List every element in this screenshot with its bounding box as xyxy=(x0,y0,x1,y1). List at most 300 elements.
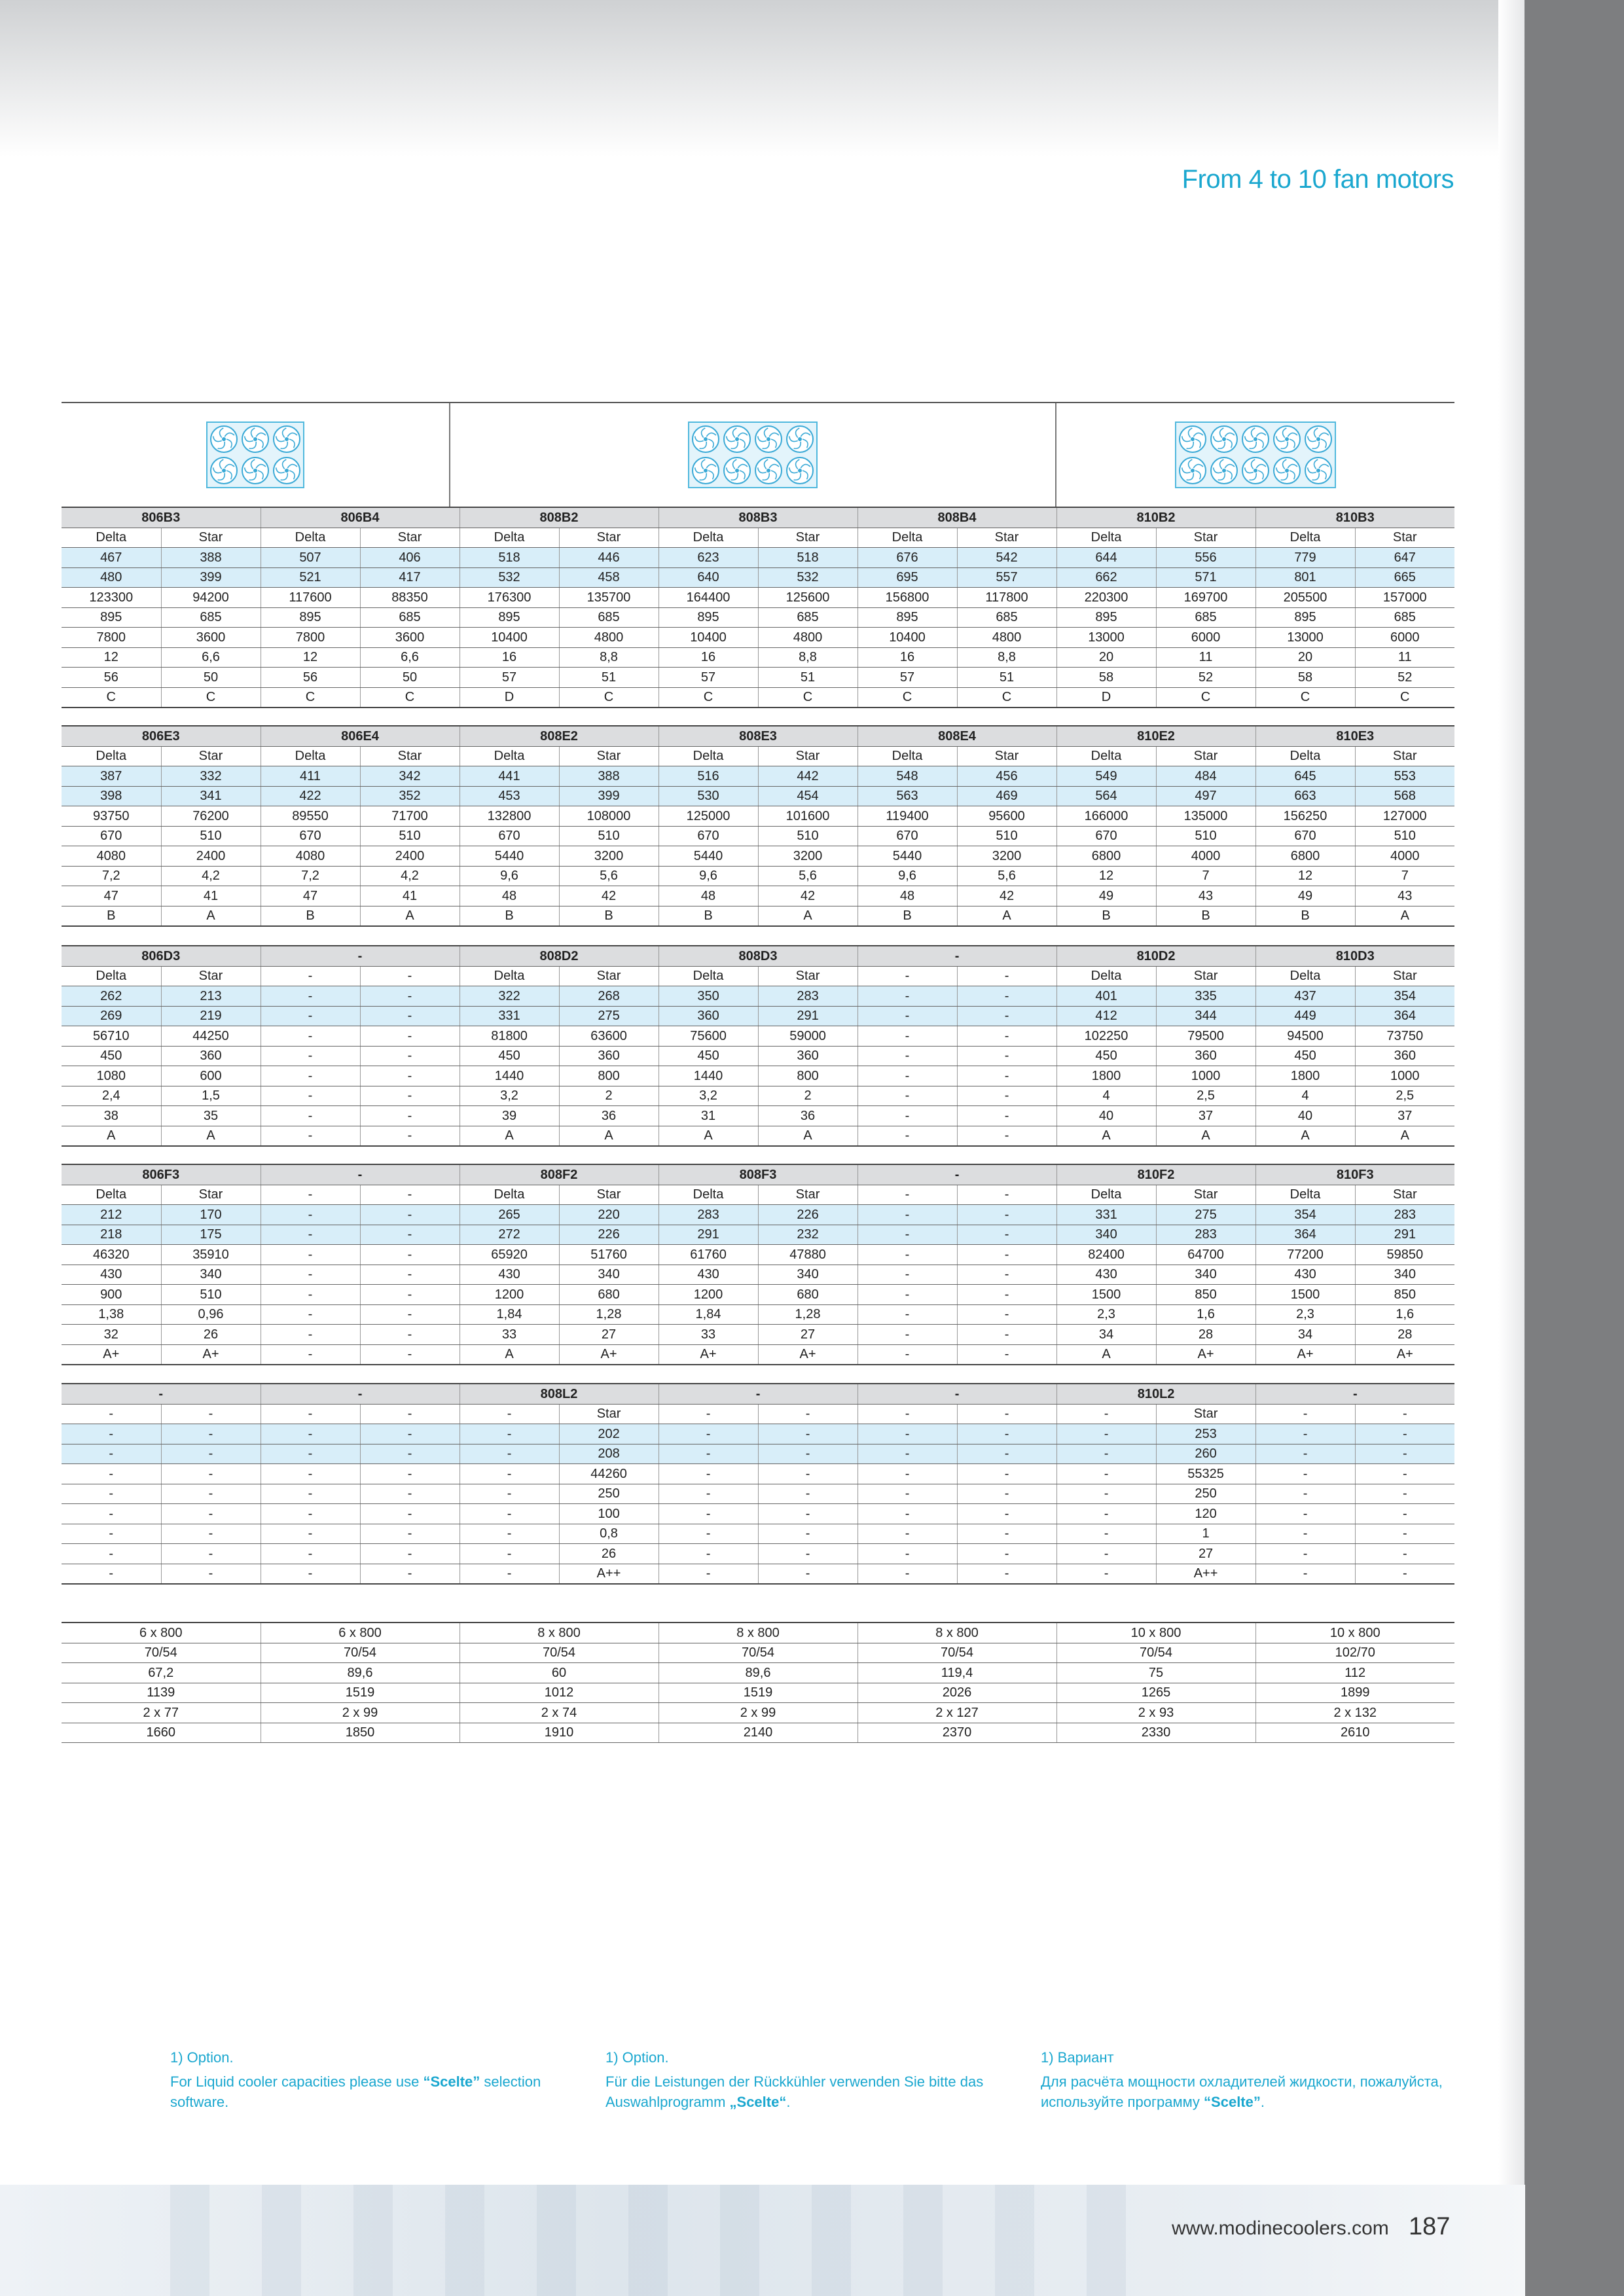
table-cell: 102250 xyxy=(1056,1026,1156,1047)
table-cell: A xyxy=(161,1126,261,1146)
table-cell: Delta xyxy=(857,746,957,766)
table-cell: - xyxy=(857,1126,957,1146)
table-row xyxy=(62,866,1454,886)
table-cell: 600 xyxy=(161,1066,261,1086)
table-cell: 3200 xyxy=(957,846,1056,867)
table-cell: 3600 xyxy=(360,628,460,648)
table-cell: 665 xyxy=(1355,567,1454,588)
table-row xyxy=(62,1126,1454,1146)
table-cell: - xyxy=(957,1265,1056,1285)
table-cell: 685 xyxy=(1156,607,1255,628)
model-name: 808D2 xyxy=(460,946,659,966)
table-cell: 685 xyxy=(758,607,857,628)
table-cell: 516 xyxy=(659,766,758,787)
table-cell: - xyxy=(957,1504,1056,1524)
table-cell: 387 xyxy=(62,766,161,787)
model-name: 810L2 xyxy=(1056,1384,1255,1404)
table-cell: 51760 xyxy=(559,1245,659,1265)
table-cell: - xyxy=(857,1006,957,1026)
table-cell: 484 xyxy=(1156,766,1255,787)
table-cell: 670 xyxy=(857,826,957,846)
table-cell: 801 xyxy=(1255,567,1355,588)
table-cell: 226 xyxy=(758,1205,857,1225)
table-cell: 331 xyxy=(460,1006,559,1026)
table-cell: 895 xyxy=(659,607,758,628)
table-cell: Star xyxy=(957,746,1056,766)
table-cell: 1012 xyxy=(460,1683,659,1703)
table-cell: - xyxy=(1056,1464,1156,1484)
model-name: 806D3 xyxy=(62,946,261,966)
table-cell: 63600 xyxy=(559,1026,659,1047)
table-cell: - xyxy=(659,1524,758,1544)
table-cell: 430 xyxy=(1056,1265,1156,1285)
table-cell: 94500 xyxy=(1255,1026,1355,1047)
table-cell: - xyxy=(360,1225,460,1245)
table-cell: 645 xyxy=(1255,766,1355,787)
table-row xyxy=(62,1325,1454,1345)
table-cell: - xyxy=(957,1006,1056,1026)
table-cell: Star xyxy=(161,746,261,766)
table-row xyxy=(62,906,1454,926)
table-cell: Delta xyxy=(62,528,161,548)
table-cell: 59000 xyxy=(758,1026,857,1047)
table-cell: 51 xyxy=(957,668,1056,688)
table-cell: 8,8 xyxy=(758,647,857,668)
table-cell: 44260 xyxy=(559,1464,659,1484)
table-cell: 34 xyxy=(1056,1325,1156,1345)
table-cell: - xyxy=(1056,1404,1156,1424)
table-cell: - xyxy=(261,1564,360,1584)
table-cell: 4 xyxy=(1255,1086,1355,1106)
table-cell: 33 xyxy=(659,1325,758,1345)
table-cell: 89,6 xyxy=(659,1663,857,1683)
table-cell: - xyxy=(360,1265,460,1285)
model-name: - xyxy=(857,946,1056,966)
table-cell: 32 xyxy=(62,1325,161,1345)
table-cell: 895 xyxy=(62,607,161,628)
table-cell: Delta xyxy=(1255,1185,1355,1205)
table-cell: 340 xyxy=(1156,1265,1255,1285)
table-cell: Star xyxy=(161,1185,261,1205)
table-cell: 623 xyxy=(659,548,758,568)
table-cell: 456 xyxy=(957,766,1056,787)
table-cell: 564 xyxy=(1056,786,1156,806)
table-cell: 268 xyxy=(559,986,659,1007)
table-cell: - xyxy=(161,1564,261,1584)
fan-icon xyxy=(211,426,237,452)
table-cell: 119,4 xyxy=(857,1663,1056,1683)
table-cell: 5440 xyxy=(460,846,559,867)
table-cell: - xyxy=(857,1265,957,1285)
table-cell: - xyxy=(957,1205,1056,1225)
table-cell: 1850 xyxy=(261,1723,460,1743)
table-cell: - xyxy=(957,1484,1056,1504)
table-cell: 340 xyxy=(1056,1225,1156,1245)
table-cell: 360 xyxy=(161,1046,261,1066)
table-cell: 450 xyxy=(1056,1046,1156,1066)
fan-icon xyxy=(755,457,782,484)
table-cell: 2,3 xyxy=(1255,1304,1355,1325)
table-cell: 75 xyxy=(1056,1663,1255,1683)
table-cell: 510 xyxy=(1156,826,1255,846)
table-cell: 352 xyxy=(360,786,460,806)
footnote-title: 1) Вариант xyxy=(1041,2049,1114,2066)
table-cell: - xyxy=(261,1245,360,1265)
table-cell: C xyxy=(1355,687,1454,708)
table-cell: - xyxy=(261,986,360,1007)
footnote-title: 1) Option. xyxy=(605,2049,669,2066)
table-cell: 59850 xyxy=(1355,1245,1454,1265)
table-cell: Delta xyxy=(659,966,758,986)
table-cell: - xyxy=(957,966,1056,986)
fan-icon xyxy=(755,426,782,452)
table-cell: 4000 xyxy=(1355,846,1454,867)
table-cell: 0,8 xyxy=(559,1524,659,1544)
table-cell: 563 xyxy=(857,786,957,806)
table-cell: 28 xyxy=(1156,1325,1255,1345)
table-cell: 2 x 127 xyxy=(857,1703,1056,1723)
table-row xyxy=(62,1544,1454,1564)
table-cell: 56 xyxy=(62,668,161,688)
table-cell: - xyxy=(62,1464,161,1484)
table-cell: Star xyxy=(559,966,659,986)
model-table-block xyxy=(62,507,1454,708)
table-cell: - xyxy=(957,1086,1056,1106)
table-cell: 40 xyxy=(1056,1106,1156,1126)
table-cell: - xyxy=(360,1544,460,1564)
table-cell: - xyxy=(1255,1544,1355,1564)
table-cell: 48 xyxy=(460,886,559,906)
table-cell: 219 xyxy=(161,1006,261,1026)
table-cell: B xyxy=(1056,906,1156,926)
table-cell: 93750 xyxy=(62,806,161,827)
table-cell: 354 xyxy=(1355,986,1454,1007)
table-cell: - xyxy=(161,1504,261,1524)
table-cell: - xyxy=(261,1444,360,1464)
table-cell: 399 xyxy=(559,786,659,806)
table-cell: - xyxy=(1355,1444,1454,1464)
table-cell: 1800 xyxy=(1255,1066,1355,1086)
table-cell: 102/70 xyxy=(1255,1643,1454,1663)
table-cell: A xyxy=(62,1126,161,1146)
table-cell: 57 xyxy=(460,668,559,688)
table-cell: A xyxy=(360,906,460,926)
table-cell: 213 xyxy=(161,986,261,1007)
table-cell: - xyxy=(659,1444,758,1464)
table-cell: - xyxy=(62,1504,161,1524)
table-cell: 2370 xyxy=(857,1723,1056,1743)
footer-band xyxy=(0,2185,1525,2296)
table-cell: - xyxy=(360,1325,460,1345)
table-cell: - xyxy=(957,986,1056,1007)
table-cell: 364 xyxy=(1255,1225,1355,1245)
table-cell: 269 xyxy=(62,1006,161,1026)
table-cell: 450 xyxy=(1255,1046,1355,1066)
table-cell: 6,6 xyxy=(360,647,460,668)
table-cell: - xyxy=(857,1424,957,1444)
table-cell: Star xyxy=(1355,966,1454,986)
table-cell: C xyxy=(957,687,1056,708)
table-cell: 530 xyxy=(659,786,758,806)
table-cell: - xyxy=(460,1544,559,1564)
table-row xyxy=(62,687,1454,708)
table-cell: - xyxy=(360,1026,460,1047)
table-cell: 1,84 xyxy=(460,1304,559,1325)
table-cell: 283 xyxy=(1156,1225,1255,1245)
table-row xyxy=(62,548,1454,568)
table-cell: 510 xyxy=(161,826,261,846)
table-cell: 43 xyxy=(1156,886,1255,906)
model-name: 810E3 xyxy=(1255,726,1454,746)
table-cell: - xyxy=(360,1484,460,1504)
table-cell: - xyxy=(261,1424,360,1444)
table-cell: Delta xyxy=(1056,528,1156,548)
table-cell: B xyxy=(857,906,957,926)
table-cell: 48 xyxy=(659,886,758,906)
table-cell: - xyxy=(857,1185,957,1205)
table-cell: 670 xyxy=(659,826,758,846)
model-name: 808E2 xyxy=(460,726,659,746)
table-cell: 52 xyxy=(1355,668,1454,688)
table-cell: - xyxy=(161,1464,261,1484)
table-cell: 406 xyxy=(360,548,460,568)
table-cell: - xyxy=(360,986,460,1007)
table-cell: - xyxy=(857,1086,957,1106)
table-cell: Star xyxy=(1355,528,1454,548)
table-cell: 226 xyxy=(559,1225,659,1245)
table-cell: 205500 xyxy=(1255,588,1355,608)
table-cell: 12 xyxy=(1056,866,1156,886)
table-cell: - xyxy=(857,1304,957,1325)
table-cell: - xyxy=(460,1484,559,1504)
table-cell: - xyxy=(857,1325,957,1345)
table-cell: - xyxy=(857,1484,957,1504)
table-cell: A+ xyxy=(758,1344,857,1365)
dimensions-table xyxy=(62,1622,1454,1743)
table-cell: 218 xyxy=(62,1225,161,1245)
table-cell: A xyxy=(1355,906,1454,926)
table-cell: - xyxy=(460,1404,559,1424)
table-cell: B xyxy=(659,906,758,926)
fan-icon xyxy=(787,457,813,484)
table-cell: - xyxy=(659,1424,758,1444)
table-cell: 12 xyxy=(1255,866,1355,886)
table-cell: A xyxy=(460,1344,559,1365)
table-cell: - xyxy=(62,1444,161,1464)
table-cell: 6800 xyxy=(1255,846,1355,867)
table-cell: 2 xyxy=(559,1086,659,1106)
fan-icon xyxy=(724,457,750,484)
table-cell: - xyxy=(1255,1464,1355,1484)
table-cell: 127000 xyxy=(1355,806,1454,827)
fan-icon xyxy=(1305,457,1331,484)
table-cell: - xyxy=(62,1424,161,1444)
table-cell: - xyxy=(460,1424,559,1444)
table-cell: B xyxy=(62,906,161,926)
model-name: 806F3 xyxy=(62,1164,261,1185)
table-cell: - xyxy=(62,1484,161,1504)
table-cell: C xyxy=(559,687,659,708)
table-cell: 265 xyxy=(460,1205,559,1225)
table-cell: A+ xyxy=(1156,1344,1255,1365)
table-cell: 454 xyxy=(758,786,857,806)
table-cell: 41 xyxy=(161,886,261,906)
table-cell: 5,6 xyxy=(758,866,857,886)
table-cell: Delta xyxy=(659,1185,758,1205)
table-cell: - xyxy=(758,1424,857,1444)
table-cell: 176300 xyxy=(460,588,559,608)
table-cell: 135000 xyxy=(1156,806,1255,827)
table-cell: 20 xyxy=(1255,647,1355,668)
table-cell: 685 xyxy=(1355,607,1454,628)
table-cell: 8 x 800 xyxy=(857,1623,1056,1643)
table-cell: 0,96 xyxy=(161,1304,261,1325)
table-cell: 48 xyxy=(857,886,957,906)
table-cell: A+ xyxy=(659,1344,758,1365)
fan-icon xyxy=(1211,457,1237,484)
table-cell: - xyxy=(1355,1484,1454,1504)
table-cell: 497 xyxy=(1156,786,1255,806)
table-cell: A xyxy=(957,906,1056,926)
table-cell: 10400 xyxy=(857,628,957,648)
table-cell: - xyxy=(957,1126,1056,1146)
table-cell: 202 xyxy=(559,1424,659,1444)
table-row xyxy=(62,806,1454,827)
table-cell: 7,2 xyxy=(62,866,161,886)
table-cell: - xyxy=(360,1185,460,1205)
table-cell: - xyxy=(957,1524,1056,1544)
model-name: - xyxy=(659,1384,857,1404)
fan-icon xyxy=(724,426,750,452)
table-cell: 77200 xyxy=(1255,1245,1355,1265)
table-cell: C xyxy=(758,687,857,708)
footer-photo-strip xyxy=(170,2185,1152,2296)
model-name: 806B3 xyxy=(62,507,261,528)
table-cell: 170 xyxy=(161,1205,261,1225)
table-cell: - xyxy=(261,1006,360,1026)
model-table-block xyxy=(62,725,1454,927)
table-cell: - xyxy=(857,1225,957,1245)
table-cell: 42 xyxy=(957,886,1056,906)
table-cell: - xyxy=(957,1026,1056,1047)
table-cell: 340 xyxy=(161,1265,261,1285)
table-cell: 6 x 800 xyxy=(62,1623,261,1643)
table-cell: Star xyxy=(1355,746,1454,766)
table-cell: - xyxy=(161,1524,261,1544)
table-cell: 331 xyxy=(1056,1205,1156,1225)
table-cell: 101600 xyxy=(758,806,857,827)
table-cell: 412 xyxy=(1056,1006,1156,1026)
model-table-block xyxy=(62,945,1454,1147)
table-cell: A+ xyxy=(161,1344,261,1365)
table-cell: - xyxy=(857,1404,957,1424)
table-cell: - xyxy=(659,1484,758,1504)
table-cell: 510 xyxy=(758,826,857,846)
table-cell: 360 xyxy=(1156,1046,1255,1066)
table-cell: 398 xyxy=(62,786,161,806)
table-cell: - xyxy=(659,1464,758,1484)
table-cell: 4,2 xyxy=(161,866,261,886)
table-cell: 10 x 800 xyxy=(1255,1623,1454,1643)
table-cell: Delta xyxy=(1255,966,1355,986)
table-cell: 132800 xyxy=(460,806,559,827)
table-cell: 571 xyxy=(1156,567,1255,588)
table-cell: - xyxy=(1355,1464,1454,1484)
table-cell: 342 xyxy=(360,766,460,787)
table-cell: - xyxy=(1056,1424,1156,1444)
model-header-row xyxy=(62,1164,1454,1185)
table-cell: - xyxy=(957,1066,1056,1086)
table-cell: A+ xyxy=(1255,1344,1355,1365)
table-cell: - xyxy=(360,1424,460,1444)
table-cell: 10 x 800 xyxy=(1056,1623,1255,1643)
table-cell: 35910 xyxy=(161,1245,261,1265)
table-cell: 450 xyxy=(659,1046,758,1066)
table-cell: Delta xyxy=(460,528,559,548)
table-cell: 36 xyxy=(758,1106,857,1126)
table-cell: 58 xyxy=(1056,668,1156,688)
table-cell: 94200 xyxy=(161,588,261,608)
table-cell: 56 xyxy=(261,668,360,688)
table-cell: 1800 xyxy=(1056,1066,1156,1086)
top-gradient xyxy=(0,0,1525,157)
table-cell: A+ xyxy=(1355,1344,1454,1365)
table-row xyxy=(62,1304,1454,1325)
table-cell: 36 xyxy=(559,1106,659,1126)
table-cell: 8 x 800 xyxy=(659,1623,857,1643)
table-cell: 26 xyxy=(559,1544,659,1564)
table-cell: 2 x 99 xyxy=(659,1703,857,1723)
table-cell: 417 xyxy=(360,567,460,588)
table-cell: 13000 xyxy=(1056,628,1156,648)
table-cell: 6,6 xyxy=(161,647,261,668)
table-cell: - xyxy=(957,1424,1056,1444)
model-name: 808B3 xyxy=(659,507,857,528)
table-cell: 7 xyxy=(1156,866,1255,886)
table-cell: 44250 xyxy=(161,1026,261,1047)
fan-icon xyxy=(1211,426,1237,452)
table-cell: 480 xyxy=(62,567,161,588)
table-cell: C xyxy=(1255,687,1355,708)
table-cell: 232 xyxy=(758,1225,857,1245)
table-cell: 41 xyxy=(360,886,460,906)
table-cell: 3200 xyxy=(559,846,659,867)
table-cell: 2 xyxy=(758,1086,857,1106)
table-cell: - xyxy=(360,1066,460,1086)
model-name: 806E4 xyxy=(261,726,460,746)
table-cell: 26 xyxy=(161,1325,261,1345)
table-cell: 51 xyxy=(758,668,857,688)
table-cell: Star xyxy=(559,1404,659,1424)
table-cell: 4800 xyxy=(957,628,1056,648)
website-link[interactable]: www.modinecoolers.com xyxy=(1172,2217,1389,2239)
table-cell: 89550 xyxy=(261,806,360,827)
table-cell: 442 xyxy=(758,766,857,787)
table-cell: 5440 xyxy=(659,846,758,867)
table-row xyxy=(62,668,1454,688)
table-cell: B xyxy=(261,906,360,926)
table-cell: A xyxy=(1056,1126,1156,1146)
table-cell: B xyxy=(559,906,659,926)
table-cell: 3,2 xyxy=(659,1086,758,1106)
table-cell: - xyxy=(857,1245,957,1265)
table-cell: C xyxy=(857,687,957,708)
table-cell: 2 x 74 xyxy=(460,1703,659,1723)
table-cell: 112 xyxy=(1255,1663,1454,1683)
table-cell: C xyxy=(161,687,261,708)
table-cell: 27 xyxy=(1156,1544,1255,1564)
table-cell: - xyxy=(857,1524,957,1544)
